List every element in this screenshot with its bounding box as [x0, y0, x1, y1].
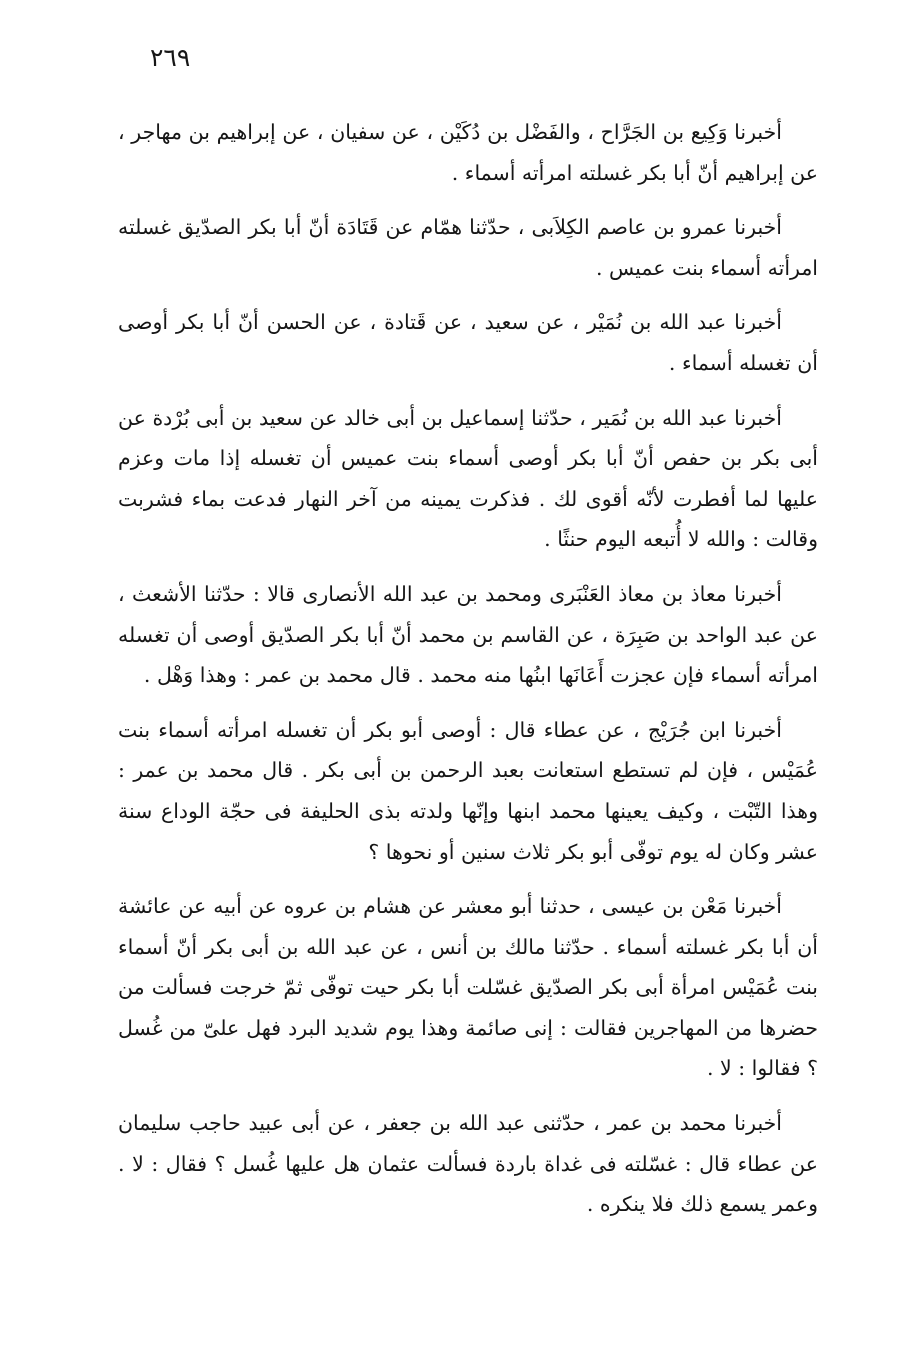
paragraph-6: أخبرنا ابن جُرَيْج ، عن عطاء قال : أوصى أبو بكر أن تغسله امرأته أسماء بنت عُمَيْس ، فإن لم تستطع استعانت بعبد الرحمن بن أبى بكر . قال محمد بن عمر : وهذا التّبْت ، وكيف يعينها محمد ابنها وإنّها ولدته بذى الحليفة فى حجّة الوداع سنة عشر وكان له يوم توفّى أبو بكر ثلاث سنين أو نحوها ؟: [118, 717, 818, 864]
paragraph-7: أخبرنا مَعْن بن عيسى ، حدثنا أبو معشر عن هشام بن عروه عن أبيه عن عائشة أن أبا بكر غسلته أسماء . حدّثنا مالك بن أنس ، عن عبد الله بن أبى بكر أنّ أسماء بنت عُمَيْس امرأة أبى بكر الصدّيق غسّلت أبا بكر حيت توفّى ثمّ خرجت فسألت من حضرها من المهاجرين فقالت : إنى صائمة وهذا يوم شديد البرد فهل علىّ من غُسل ؟ فقالوا : لا .: [118, 894, 818, 1081]
paragraph-2: أخبرنا عمرو بن عاصم الكِلاَبى ، حدّثنا همّام عن قَتَادَة أنّ أبا بكر الصدّيق غسلته امرأته أسماء بنت عميس .: [118, 215, 818, 280]
paragraph-5: أخبرنا معاذ بن معاذ العَنْبَرى ومحمد بن عبد الله الأنصارى قالا : حدّثنا الأشعث ، عن عبد الواحد بن صَبِرَة ، عن القاسم بن محمد أنّ أبا بكر الصدّيق أوصى أن تغسله امرأته أسماء فإن عجزت أَعَانَها ابنُها منه محمد . قال محمد بن عمر : وهذا وَهْل .: [118, 581, 818, 688]
paragraph-3: أخبرنا عبد الله بن نُمَيْر ، عن سعيد ، عن قَتادة ، عن الحسن أنّ أبا بكر أوصى أن تغسله أسماء .: [118, 310, 818, 375]
body-text: [118, 112, 818, 1225]
paragraph-8: أخبرنا محمد بن عمر ، حدّثنى عبد الله بن جعفر ، عن أبى عبيد حاجب سليمان عن عطاء قال : غسّلته فى غداة باردة فسألت عثمان هل عليها غُسل ؟ فقال : لا . وعمر يسمع ذلك فلا ينكره .: [118, 1111, 818, 1217]
paragraph-4: أخبرنا عبد الله بن نُمَير ، حدّثنا إسماعيل بن أبى خالد عن سعيد بن أبى بُرْدة عن أبى بكر بن حفص أنّ أبا بكر أوصى أسماء بنت عميس أن تغسله إذا مات وعزم عليها لما أفطرت لأنّه أقوى لك . فذكرت يمينه من آخر النهار فدعت بماء فشربت وقالت : والله لا أُتبعه اليوم حنثًا .: [118, 405, 818, 552]
page-number: ٢٦٩: [150, 43, 191, 72]
paragraph-1: أخبرنا وَكِيع بن الجَرَّاح ، والفَضْل بن دُكَيْن ، عن سفيان ، عن إبراهيم بن مهاجر ، عن إبراهيم أنّ أبا بكر غسلته امرأته أسماء .: [118, 120, 818, 185]
